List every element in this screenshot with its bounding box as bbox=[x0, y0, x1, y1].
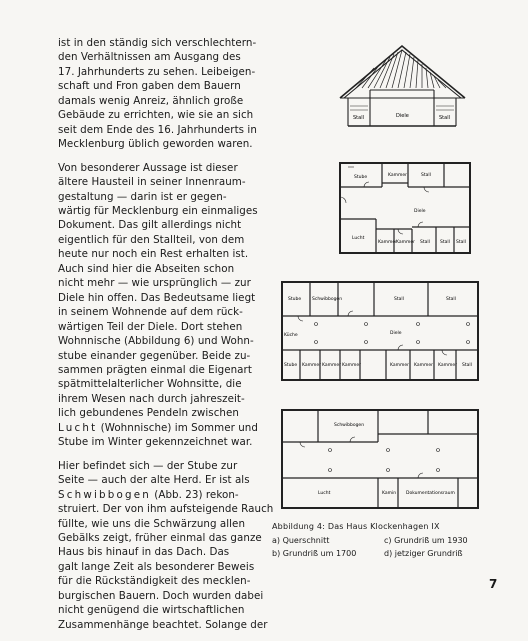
text-line: in seinem Wohnende auf dem rück- bbox=[58, 306, 243, 319]
caption-item: b) Grundriß um 1700 bbox=[272, 549, 357, 558]
text-line: Auch sind hier die Abseiten schon bbox=[58, 262, 235, 275]
plan1930-label: Stall bbox=[420, 240, 430, 245]
caption-items bbox=[272, 534, 502, 560]
plan1700-label: Kammer bbox=[302, 363, 322, 368]
plan1700-label: Stube bbox=[284, 363, 298, 368]
text-line: füllte, wie uns die Schwärzung allen bbox=[58, 517, 246, 530]
text-line: Stube im Winter gekennzeichnet war. bbox=[58, 436, 253, 449]
text-line: galt lange Zeit als besonderer Beweis bbox=[58, 560, 255, 573]
plan1700-label: Diele bbox=[390, 331, 402, 336]
caption-item: d) jetziger Grundriß bbox=[384, 549, 463, 558]
present-label: Schwibbogen bbox=[334, 423, 365, 428]
plan1700-label: Stall bbox=[462, 363, 472, 368]
text-line: heute nur noch ein Rest erhalten ist. bbox=[58, 248, 249, 261]
text-line: für die Rückständigkeit des mecklen- bbox=[58, 575, 251, 588]
text-line: burgischen Bauern. Doch wurden dabei bbox=[58, 589, 264, 602]
text-line: spätmittelalterlicher Wohnsitte, die bbox=[58, 378, 242, 391]
text-line: gestaltung — darin ist er gegen- bbox=[58, 190, 227, 203]
figure-plan-present bbox=[278, 406, 484, 514]
emphasized-term: Lucht bbox=[58, 421, 98, 434]
text-line: lich gebundenes Pendeln zwischen bbox=[58, 407, 239, 420]
caption-item: a) Querschnitt bbox=[272, 536, 330, 545]
text-line: wärtigen Teil der Diele. Dort stehen bbox=[58, 320, 243, 333]
text-line: schaft und Fron gaben dem Bauern bbox=[58, 80, 241, 93]
plan1700-label: Stall bbox=[446, 297, 456, 302]
plan1700-label: Kammer bbox=[390, 363, 410, 368]
cross-label: Diele bbox=[396, 113, 409, 119]
text-line: Von besonderer Aussage ist dieser bbox=[58, 161, 238, 174]
text-line: seit dem Ende des 16. Jahrhunderts in bbox=[58, 123, 257, 136]
plan1930-label: Kammer bbox=[396, 240, 416, 245]
text-line: Wohnnische (Abbildung 6) und Wohn- bbox=[58, 335, 254, 348]
plan1930-label: Stube bbox=[354, 175, 368, 180]
plan1700-label: Stall bbox=[394, 297, 404, 302]
text-line: ist in den ständig sich verschlechtern- bbox=[58, 37, 257, 49]
figure-cross-section bbox=[334, 40, 470, 132]
plan1930-label: Stall bbox=[421, 173, 431, 178]
text-line: 17. Jahrhunderts zu sehen. Leibeigen- bbox=[58, 65, 256, 78]
body-text-column bbox=[58, 36, 274, 641]
plan1700-label: Kammer bbox=[438, 363, 458, 368]
present-label: Lucht bbox=[318, 491, 331, 496]
plan1700-label: Kammer bbox=[414, 363, 434, 368]
present-label: Dokumentationsraum bbox=[406, 491, 455, 496]
text-line: wärtig für Mecklenburg ein einmaliges bbox=[58, 204, 258, 217]
text-line: Seite — auch der alte Herd. Er ist als bbox=[58, 474, 250, 487]
text-line: Hier befindet sich — der Stube zur bbox=[58, 459, 238, 472]
paragraph bbox=[58, 459, 274, 632]
text-line: Mecklenburg üblich geworden waren. bbox=[58, 138, 253, 151]
text-line: sammen prägten einmal die Eigenart bbox=[58, 363, 252, 376]
text-line: Schwibbogen (Abb. 23) rekon- bbox=[58, 488, 239, 501]
text-line: ihrem Wesen nach durch jahreszeit- bbox=[58, 392, 245, 405]
emphasized-term: Schwibbogen bbox=[58, 488, 151, 501]
text-line: Gebäude zu errichten, wie sie an sich bbox=[58, 109, 254, 122]
plan1700-label: Schwibbogen bbox=[312, 297, 343, 302]
text-line: den Verhältnissen am Ausgang des bbox=[58, 51, 241, 64]
present-label: Kamin bbox=[382, 491, 397, 496]
text-line: stube einander gegenüber. Beide zu- bbox=[58, 349, 251, 362]
text-line: nicht genügend die wirtschaftlichen bbox=[58, 604, 245, 617]
caption-title: Abbildung 4: Das Haus Klockenhagen IX bbox=[272, 522, 440, 531]
plan1700-label: Küche bbox=[284, 333, 298, 338]
figure-caption bbox=[272, 520, 502, 560]
cross-label: Stall bbox=[439, 115, 450, 121]
text-line: eigentlich für den Stallteil, von dem bbox=[58, 233, 245, 246]
plan1930-label: Stall bbox=[456, 240, 466, 245]
figure-plan-1700 bbox=[278, 276, 484, 386]
plan1930-label: Lucht bbox=[352, 236, 365, 241]
plan1700-label: Kammer bbox=[342, 363, 362, 368]
plan1930-label: Stall bbox=[440, 240, 450, 245]
plan1930-label: Kammer bbox=[388, 173, 408, 178]
text-line: Diele hin offen. Das Bedeutsame liegt bbox=[58, 291, 256, 304]
text-line: Haus bis hinauf in das Dach. Das bbox=[58, 546, 230, 559]
plan1700-label: Kammer bbox=[322, 363, 342, 368]
text-line: Zusammenhänge beachtet. Solange der bbox=[58, 618, 268, 631]
plan1700-label: Stube bbox=[288, 297, 302, 302]
text-line: struiert. Der von ihm aufsteigende Rauch bbox=[58, 503, 274, 516]
text-line: damals wenig Anreiz, ähnlich große bbox=[58, 94, 244, 107]
paragraph bbox=[58, 161, 270, 450]
text-line: nicht mehr — wie ursprünglich — zur bbox=[58, 277, 251, 290]
cross-label: Stall bbox=[353, 115, 364, 121]
text-line: Lucht (Wohnnische) im Sommer und bbox=[58, 421, 258, 434]
text-line: Gebälks zeigt, früher einmal das ganze bbox=[58, 531, 262, 544]
paragraph bbox=[58, 36, 270, 152]
text-line: Dokument. Das gilt allerdings nicht bbox=[58, 219, 242, 232]
figure-plan-1930 bbox=[336, 157, 476, 257]
text-line: ältere Hausteil in seiner Innenraum- bbox=[58, 176, 246, 189]
caption-item: c) Grundriß um 1930 bbox=[384, 536, 468, 545]
page-number: 7 bbox=[489, 577, 498, 591]
plan1930-label: Kammer bbox=[378, 240, 398, 245]
plan1930-label: Diele bbox=[414, 209, 426, 214]
